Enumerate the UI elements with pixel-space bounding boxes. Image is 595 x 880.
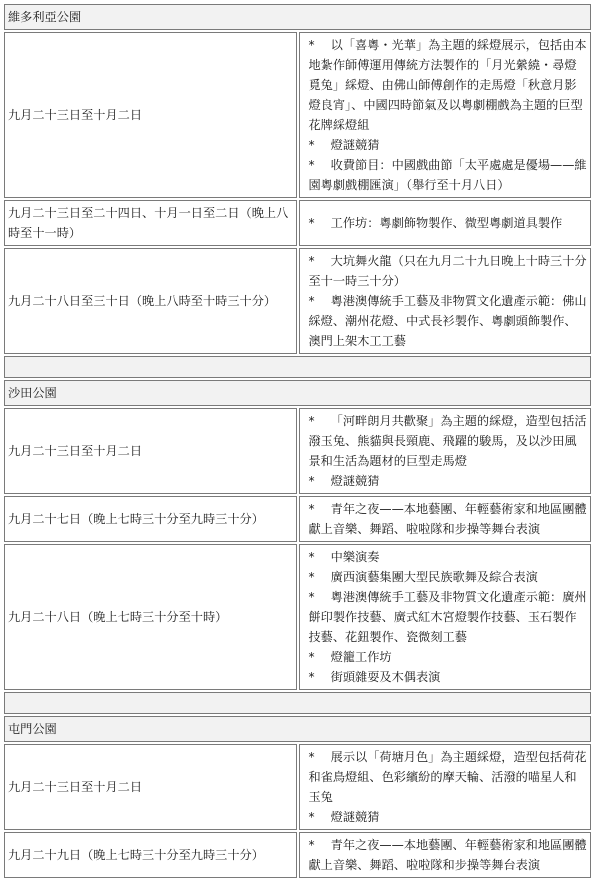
venue-header-row <box>4 4 591 30</box>
activity-item: * 粵港澳傳統手工藝及非物質文化遺產示範：佛山綵燈、潮州花燈、中式長衫製作、粵劇頭飾製作、澳門上架木工工藝 <box>308 294 587 348</box>
activity-item: * 青年之夜——本地藝團、年輕藝術家和地區團體獻上音樂、舞蹈、啦啦隊和步操等舞台表演 <box>308 502 587 536</box>
schedule-row <box>4 744 591 830</box>
event-date-cell: 九月二十九日（晚上七時三十分至九時三十分） <box>4 832 297 878</box>
schedule-row <box>4 544 591 690</box>
schedule-row <box>4 32 591 198</box>
activity-item: * 以「喜粵・光華」為主題的綵燈展示，包括由本地紮作師傅運用傳統方法製作的「月光縈繞・尋燈覓兔」綵燈、由佛山師傅創作的走馬燈「秋意月影燈良宵」、中國四時節氣及以粵劇棚戲為主題的巨型花牌綵燈組 <box>308 38 587 132</box>
schedule-row <box>4 832 591 878</box>
activity-item: * 中樂演奏 <box>308 550 380 564</box>
event-date-cell: 九月二十三日至十月二日 <box>4 744 297 830</box>
activity-item: * 大坑舞火龍（只在九月二十九日晚上十時三十分至十一時三十分） <box>308 254 587 288</box>
event-activities-cell <box>299 544 592 690</box>
venue-name: 沙田公園 <box>4 380 591 406</box>
event-date-cell: 九月二十八日至三十日（晚上八時至十時三十分） <box>4 248 297 354</box>
event-date-cell: 九月二十三日至二十四日、十月一日至二日（晚上八時至十一時） <box>4 200 297 246</box>
activity-item: * 燈謎競猜 <box>308 138 380 152</box>
activity-item: * 燈籠工作坊 <box>308 650 392 664</box>
event-date-cell: 九月二十七日（晚上七時三十分至九時三十分） <box>4 496 297 542</box>
venue-header-row <box>4 716 591 742</box>
event-schedule-table <box>2 2 593 880</box>
venue-name: 維多利亞公園 <box>4 4 591 30</box>
event-activities-cell <box>299 832 592 878</box>
schedule-row <box>4 496 591 542</box>
schedule-row <box>4 248 591 354</box>
event-activities-cell <box>299 200 592 246</box>
activity-item: * 廣西演藝集團大型民族歌舞及綜合表演 <box>308 570 538 584</box>
event-activities-cell <box>299 744 592 830</box>
activity-item: * 工作坊：粵劇飾物製作、微型粵劇道具製作 <box>308 216 563 230</box>
activity-item: * 青年之夜——本地藝團、年輕藝術家和地區團體獻上音樂、舞蹈、啦啦隊和步操等舞台表演 <box>308 838 587 872</box>
event-date-cell: 九月二十三日至十月二日 <box>4 408 297 494</box>
activity-item: * 燈謎競猜 <box>308 474 380 488</box>
activity-item: * 燈謎競猜 <box>308 810 380 824</box>
venue-header-row <box>4 380 591 406</box>
event-activities-cell <box>299 496 592 542</box>
schedule-row <box>4 408 591 494</box>
venue-separator-row <box>4 692 591 714</box>
activity-item: * 粵港澳傳統手工藝及非物質文化遺產示範：廣州餅印製作技藝、廣式紅木宮燈製作技藝、玉石製作技藝、花鈕製作、瓷微刻工藝 <box>308 590 587 644</box>
schedule-row <box>4 200 591 246</box>
event-activities-cell <box>299 32 592 198</box>
separator-cell <box>4 692 591 714</box>
activity-item: * 街頭雜耍及木偶表演 <box>308 670 441 684</box>
activity-item: * 展示以「荷塘月色」為主題綵燈，造型包括荷花和雀鳥燈組、色彩繽紛的摩天輪、活潑的喵星人和玉兔 <box>308 750 587 804</box>
event-date-cell: 九月二十八日（晚上七時三十分至十時） <box>4 544 297 690</box>
venue-separator-row <box>4 356 591 378</box>
schedule-body <box>4 4 591 878</box>
event-activities-cell <box>299 248 592 354</box>
venue-name: 屯門公園 <box>4 716 591 742</box>
activity-item: * 收費節目：中國戲曲節「太平處處是優場——維園粵劇戲棚匯演」（舉行至十月八日） <box>308 158 587 192</box>
activity-item: * 「河畔朗月共歡聚」為主題的綵燈，造型包括活潑玉兔、熊貓與長頸鹿、飛躍的駿馬，及以沙田風景和生活為題材的巨型走馬燈 <box>308 414 587 468</box>
event-date-cell: 九月二十三日至十月二日 <box>4 32 297 198</box>
event-activities-cell <box>299 408 592 494</box>
separator-cell <box>4 356 591 378</box>
